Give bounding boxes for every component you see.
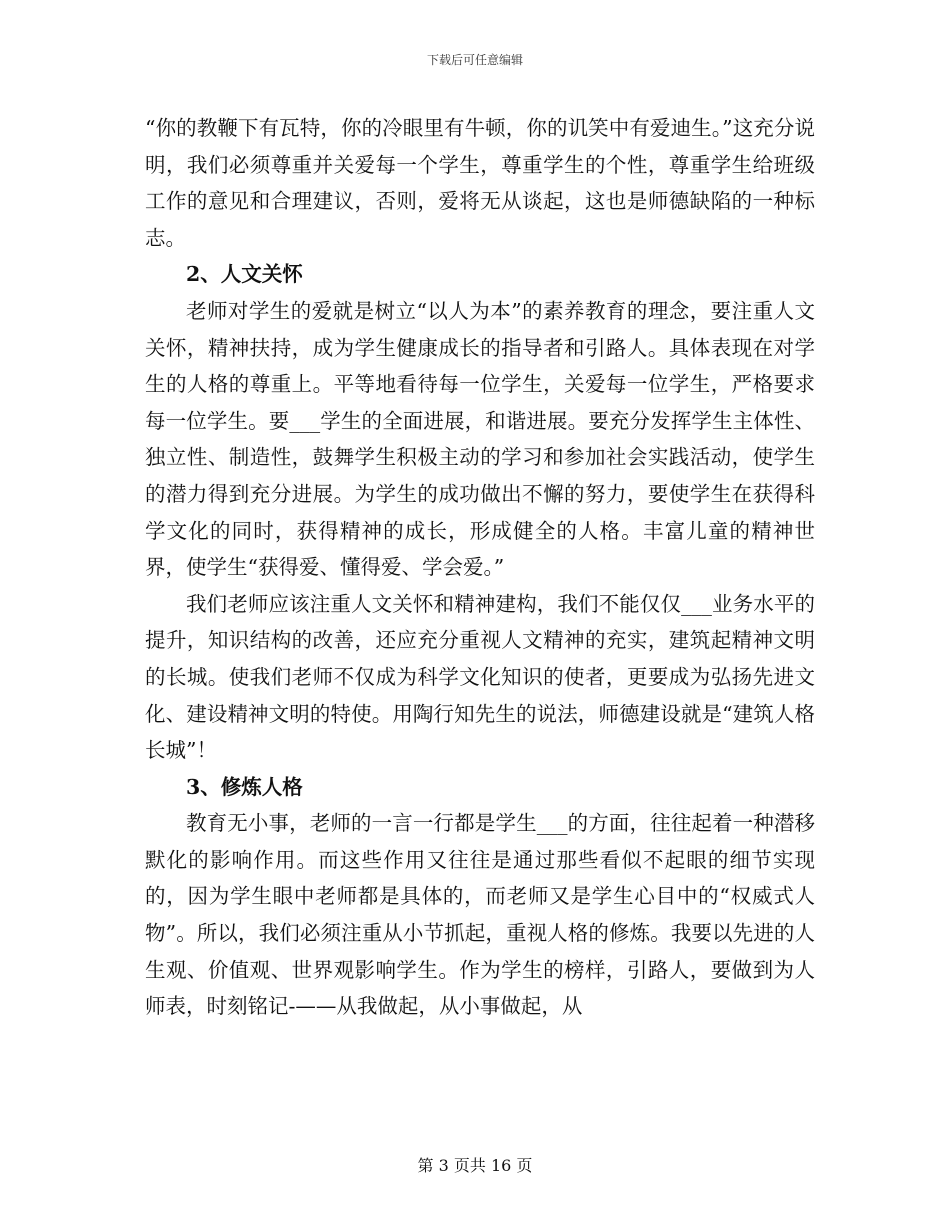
section-heading-3: 3、修炼人格 xyxy=(186,774,303,799)
paragraph-2: 老师对学生的爱就是树立“以人为本”的素养教育的理念，要注重人文关怀，精神扶持，成为学生健康成长的指导者和引路人。具体表现在对学生的人格的尊重上。平等地看待每一位学生，关爱每一位学生，严格要求每一位学生。要___学生的全面进展，和谐进展。要充分发挥学生主体性、独立性、制造性，鼓舞学生积极主动的学习和参加社会实践活动，使学生的潜力得到充分进展。为学生的成功做出不懈的努力，要使学生在获得科学文化的同时，获得精神的成长，形成健全的人格。丰富儿童的精神世界，使学生“获得爱、懂得爱、学会爱。” xyxy=(145,298,815,580)
paragraph-4: 教育无小事，老师的一言一行都是学生___的方面，往往起着一种潜移默化的影响作用。而这些作用又往往是通过那些看似不起眼的细节实现的，因为学生眼中老师都是具体的，而老师又是学生心目中的“权威式人物”。所以，我们必须注重从小节抓起，重视人格的修炼。我要以先进的人生观、价值观、世界观影响学生。作为学生的榜样，引路人，要做到为人师表，时刻铭记-——从我做起，从小事做起，从 xyxy=(145,811,815,1019)
paragraph-3: 我们老师应该注重人文关怀和精神建构，我们不能仅仅___业务水平的提升，知识结构的改善，还应充分重视人文精神的充实，建筑起精神文明的长城。使我们老师不仅成为科学文化知识的使者，更要成为弘扬先进文化、建设精神文明的特使。用陶行知先生的说法，师德建设就是“建筑人格长城”！ xyxy=(145,591,815,763)
page-number: 第 3 页共 16 页 xyxy=(417,1156,533,1175)
page-header: 下载后可任意编辑 xyxy=(426,53,523,67)
document-body xyxy=(145,110,815,1025)
paragraph-1: “你的教鞭下有瓦特，你的冷眼里有牛顿，你的讥笑中有爱迪生。”这充分说明，我们必须尊重并关爱每一个学生，尊重学生的个性，尊重学生给班级工作的意见和合理建议，否则，爱将无从谈起，这也是师德缺陷的一种标志。 xyxy=(145,116,815,250)
section-heading-2: 2、人文关怀 xyxy=(186,262,303,287)
